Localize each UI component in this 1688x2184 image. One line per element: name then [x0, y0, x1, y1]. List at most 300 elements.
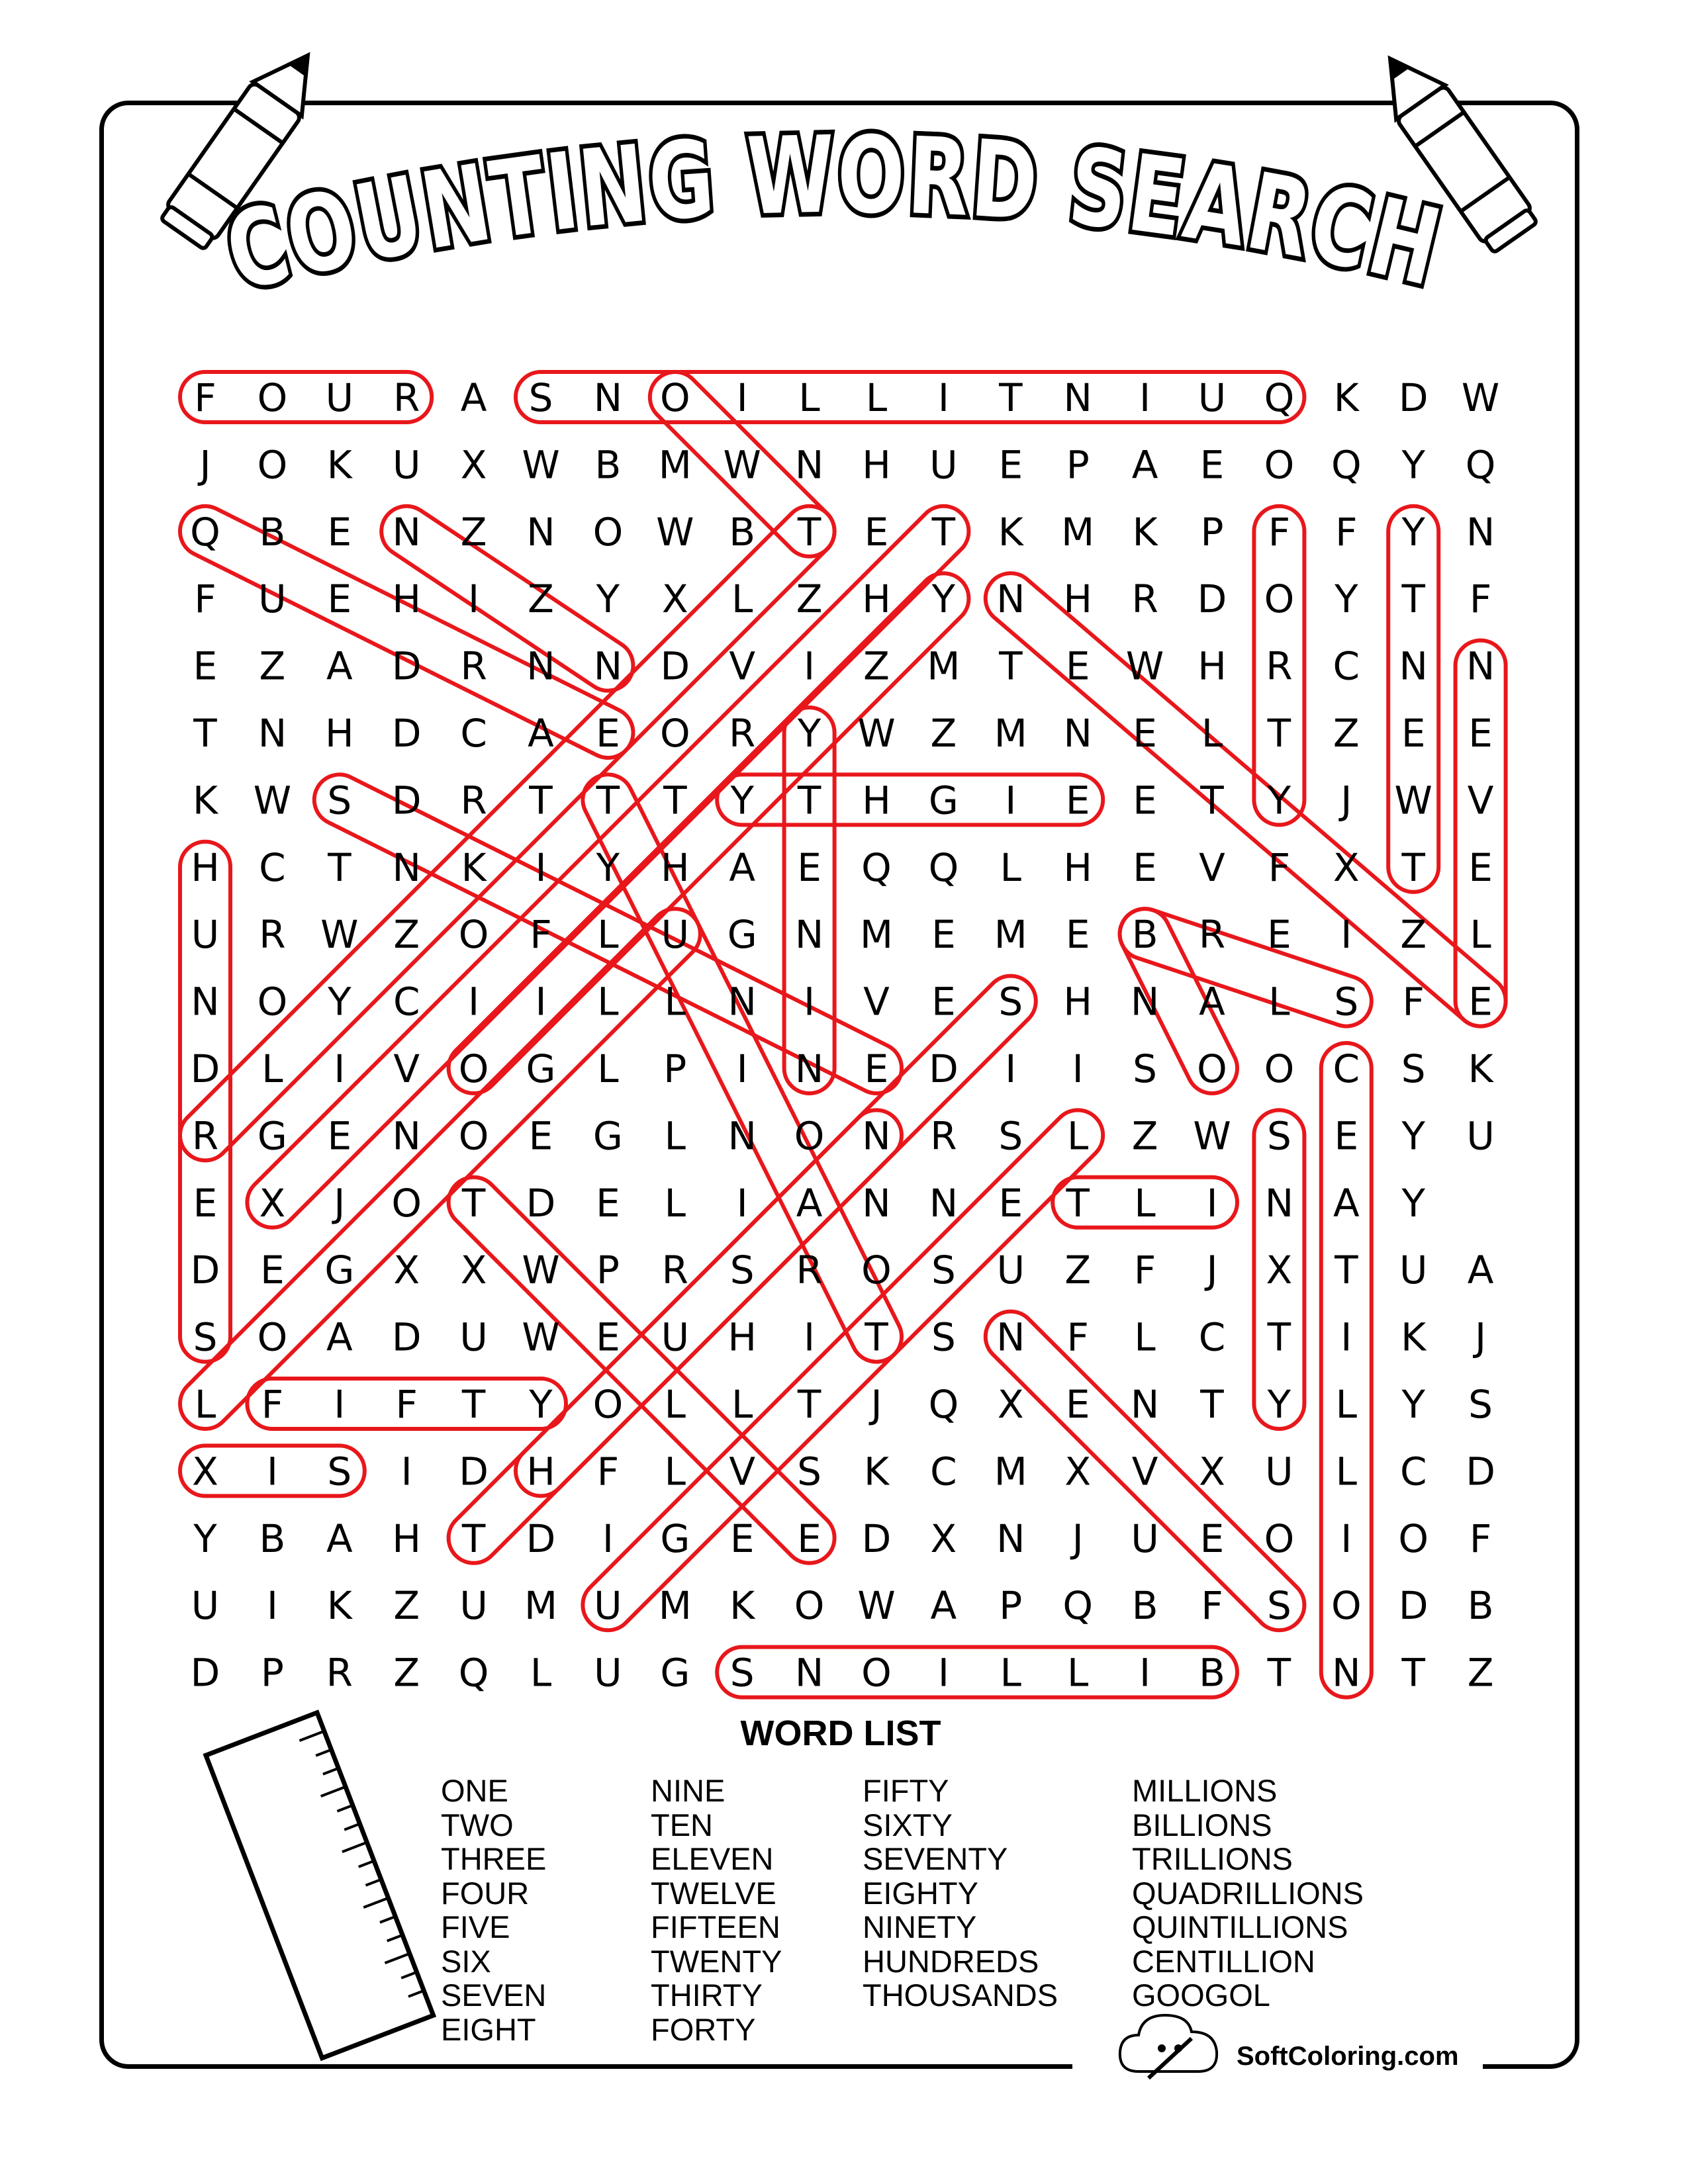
grid-letter[interactable]: C: [393, 979, 420, 1024]
grid-letter[interactable]: L: [597, 1046, 619, 1091]
grid-letter[interactable]: P: [999, 1583, 1023, 1629]
grid-letter[interactable]: X: [192, 1449, 218, 1494]
grid-letter[interactable]: F: [194, 375, 216, 420]
grid-letter[interactable]: E: [1199, 1516, 1225, 1561]
grid-letter[interactable]: E: [797, 844, 821, 890]
grid-letter[interactable]: Y: [328, 979, 352, 1024]
grid-letter[interactable]: K: [998, 509, 1023, 555]
grid-letter[interactable]: J: [199, 442, 211, 488]
grid-letter[interactable]: L: [664, 1180, 686, 1226]
grid-letter[interactable]: D: [391, 1314, 422, 1360]
grid-letter[interactable]: G: [727, 912, 757, 958]
grid-letter[interactable]: E: [193, 1180, 218, 1226]
grid-letter[interactable]: G: [526, 1046, 556, 1091]
grid-letter[interactable]: E: [596, 711, 620, 756]
grid-letter[interactable]: A: [1131, 442, 1158, 488]
grid-letter[interactable]: G: [660, 1516, 690, 1561]
grid-letter[interactable]: U: [996, 1248, 1025, 1293]
grid-letter[interactable]: D: [391, 778, 422, 823]
grid-letter[interactable]: U: [459, 1314, 488, 1360]
grid-letter[interactable]: W: [857, 1583, 896, 1629]
grid-letter[interactable]: T: [1335, 1248, 1358, 1293]
grid-letter[interactable]: X: [259, 1180, 286, 1226]
grid-letter[interactable]: D: [190, 1248, 220, 1293]
grid-letter[interactable]: O: [794, 1113, 825, 1159]
grid-letter[interactable]: U: [191, 912, 220, 958]
grid-letter[interactable]: T: [999, 375, 1023, 420]
grid-letter[interactable]: Z: [1400, 912, 1427, 958]
grid-letter[interactable]: I: [468, 979, 480, 1024]
grid-letter[interactable]: N: [1130, 979, 1160, 1024]
grid-letter[interactable]: O: [458, 1046, 489, 1091]
grid-letter[interactable]: L: [664, 1449, 686, 1494]
grid-letter[interactable]: E: [1065, 778, 1090, 823]
grid-letter[interactable]: S: [327, 1449, 352, 1494]
grid-letter[interactable]: E: [729, 1516, 755, 1561]
grid-letter[interactable]: U: [1265, 1449, 1293, 1494]
grid-letter[interactable]: O: [1264, 1046, 1295, 1091]
grid-letter[interactable]: O: [458, 1113, 489, 1159]
grid-letter[interactable]: L: [798, 375, 820, 420]
grid-letter[interactable]: R: [259, 912, 286, 958]
grid-letter[interactable]: Y: [730, 778, 754, 823]
grid-letter[interactable]: N: [593, 375, 623, 420]
grid-letter[interactable]: T: [193, 711, 217, 756]
grid-letter[interactable]: C: [1399, 1449, 1427, 1494]
grid-letter[interactable]: B: [1131, 912, 1158, 958]
grid-letter[interactable]: R: [393, 375, 420, 420]
grid-letter[interactable]: U: [258, 576, 287, 622]
grid-letter[interactable]: E: [596, 1314, 620, 1360]
grid-letter[interactable]: S: [1334, 979, 1359, 1024]
grid-letter[interactable]: T: [1267, 1650, 1291, 1696]
grid-letter[interactable]: D: [929, 1046, 959, 1091]
grid-letter[interactable]: E: [1468, 979, 1493, 1024]
grid-letter[interactable]: R: [930, 1113, 957, 1159]
grid-letter[interactable]: Z: [460, 509, 487, 555]
grid-letter[interactable]: F: [1335, 509, 1358, 555]
grid-letter[interactable]: X: [661, 576, 688, 622]
grid-letter[interactable]: O: [1264, 1516, 1295, 1561]
grid-letter[interactable]: W: [857, 711, 896, 756]
grid-letter[interactable]: Z: [393, 1650, 420, 1696]
grid-letter[interactable]: I: [736, 1180, 748, 1226]
grid-letter[interactable]: S: [1401, 1046, 1426, 1091]
grid-letter[interactable]: D: [660, 643, 690, 689]
grid-letter[interactable]: N: [526, 643, 555, 689]
grid-letter[interactable]: Q: [1264, 375, 1295, 420]
grid-letter[interactable]: S: [1266, 1583, 1291, 1629]
grid-letter[interactable]: D: [861, 1516, 892, 1561]
grid-letter[interactable]: L: [1470, 912, 1491, 958]
grid-letter[interactable]: L: [597, 979, 619, 1024]
grid-letter[interactable]: A: [528, 711, 554, 756]
grid-letter[interactable]: E: [1199, 442, 1225, 488]
grid-letter[interactable]: I: [1005, 778, 1017, 823]
grid-letter[interactable]: I: [736, 1046, 748, 1091]
grid-letter[interactable]: Z: [528, 576, 554, 622]
grid-letter[interactable]: Z: [796, 576, 823, 622]
grid-letter[interactable]: D: [391, 711, 422, 756]
grid-letter[interactable]: O: [592, 1382, 624, 1427]
grid-letter[interactable]: A: [796, 1180, 823, 1226]
grid-letter[interactable]: L: [664, 1382, 686, 1427]
grid-letter[interactable]: Q: [928, 1382, 959, 1427]
grid-letter[interactable]: R: [1131, 576, 1158, 622]
grid-letter[interactable]: Y: [596, 844, 620, 890]
grid-letter[interactable]: T: [865, 1314, 888, 1360]
grid-letter[interactable]: N: [1332, 1650, 1361, 1696]
grid-letter[interactable]: W: [723, 442, 761, 488]
grid-letter[interactable]: I: [1206, 1180, 1218, 1226]
grid-letter[interactable]: T: [461, 1382, 486, 1427]
grid-letter[interactable]: I: [1139, 375, 1151, 420]
grid-letter[interactable]: B: [259, 509, 286, 555]
grid-letter[interactable]: K: [1468, 1046, 1493, 1091]
grid-letter[interactable]: W: [253, 778, 292, 823]
grid-letter[interactable]: E: [1065, 912, 1090, 958]
grid-letter[interactable]: F: [530, 912, 552, 958]
grid-letter[interactable]: W: [522, 1248, 560, 1293]
grid-letter[interactable]: U: [1399, 1248, 1428, 1293]
grid-letter[interactable]: L: [1000, 1650, 1021, 1696]
grid-letter[interactable]: S: [327, 778, 352, 823]
grid-letter[interactable]: E: [931, 912, 956, 958]
grid-letter[interactable]: J: [1475, 1314, 1487, 1360]
grid-letter[interactable]: F: [395, 1382, 418, 1427]
grid-letter[interactable]: Q: [190, 509, 220, 555]
grid-letter[interactable]: Q: [1331, 442, 1362, 488]
grid-letter[interactable]: W: [320, 912, 359, 958]
grid-letter[interactable]: C: [1333, 643, 1360, 689]
grid-letter[interactable]: I: [937, 1650, 949, 1696]
grid-letter[interactable]: T: [596, 778, 620, 823]
grid-letter[interactable]: O: [257, 442, 288, 488]
grid-letter[interactable]: X: [1266, 1248, 1293, 1293]
grid-letter[interactable]: N: [929, 1180, 959, 1226]
grid-letter[interactable]: V: [729, 1449, 756, 1494]
grid-letter[interactable]: N: [392, 844, 421, 890]
grid-letter[interactable]: I: [937, 375, 949, 420]
grid-letter[interactable]: E: [596, 1180, 620, 1226]
grid-letter[interactable]: B: [594, 442, 622, 488]
grid-letter[interactable]: H: [862, 778, 891, 823]
grid-letter[interactable]: Z: [1467, 1650, 1494, 1696]
grid-letter[interactable]: D: [1398, 1583, 1429, 1629]
grid-letter[interactable]: H: [1063, 576, 1093, 622]
grid-letter[interactable]: K: [461, 844, 487, 890]
grid-letter[interactable]: E: [1267, 912, 1291, 958]
grid-letter[interactable]: A: [326, 1314, 353, 1360]
grid-letter[interactable]: F: [1066, 1314, 1089, 1360]
grid-letter[interactable]: T: [1267, 711, 1291, 756]
grid-letter[interactable]: Q: [1465, 442, 1496, 488]
grid-letter[interactable]: S: [1133, 1046, 1158, 1091]
grid-letter[interactable]: U: [661, 912, 690, 958]
grid-letter[interactable]: V: [1199, 844, 1225, 890]
grid-letter[interactable]: T: [328, 844, 352, 890]
grid-letter[interactable]: N: [258, 711, 287, 756]
grid-letter[interactable]: X: [460, 1248, 487, 1293]
grid-letter[interactable]: S: [797, 1449, 822, 1494]
grid-letter[interactable]: L: [664, 979, 686, 1024]
grid-letter[interactable]: N: [1399, 643, 1428, 689]
grid-letter[interactable]: N: [794, 1650, 824, 1696]
grid-letter[interactable]: E: [1401, 711, 1426, 756]
grid-letter[interactable]: X: [1064, 1449, 1092, 1494]
grid-letter[interactable]: L: [731, 576, 753, 622]
grid-letter[interactable]: Z: [393, 1583, 420, 1629]
grid-letter[interactable]: L: [731, 1382, 753, 1427]
grid-letter[interactable]: M: [524, 1583, 558, 1629]
grid-letter[interactable]: O: [659, 711, 690, 756]
grid-letter[interactable]: N: [1466, 509, 1495, 555]
grid-letter[interactable]: E: [327, 1113, 352, 1159]
grid-letter[interactable]: S: [931, 1314, 956, 1360]
grid-letter[interactable]: E: [327, 509, 352, 555]
grid-letter[interactable]: Y: [797, 711, 821, 756]
grid-letter[interactable]: Z: [393, 912, 420, 958]
grid-letter[interactable]: V: [729, 643, 756, 689]
grid-letter[interactable]: E: [1065, 643, 1090, 689]
grid-letter[interactable]: A: [1199, 979, 1225, 1024]
grid-letter[interactable]: L: [1268, 979, 1290, 1024]
grid-letter[interactable]: L: [530, 1650, 552, 1696]
grid-letter[interactable]: L: [1067, 1650, 1089, 1696]
grid-letter[interactable]: F: [1201, 1583, 1223, 1629]
grid-letter[interactable]: K: [192, 778, 218, 823]
grid-letter[interactable]: V: [393, 1046, 420, 1091]
grid-letter[interactable]: H: [392, 576, 422, 622]
grid-letter[interactable]: Y: [1401, 1180, 1425, 1226]
grid-letter[interactable]: W: [1193, 1113, 1231, 1159]
grid-letter[interactable]: Z: [863, 643, 890, 689]
grid-letter[interactable]: S: [1266, 1113, 1291, 1159]
grid-letter[interactable]: M: [1061, 509, 1095, 555]
grid-letter[interactable]: F: [1133, 1248, 1156, 1293]
grid-letter[interactable]: M: [658, 442, 692, 488]
grid-letter[interactable]: E: [864, 509, 889, 555]
grid-letter[interactable]: J: [1340, 778, 1352, 823]
grid-letter[interactable]: L: [865, 375, 888, 420]
grid-letter[interactable]: Q: [458, 1650, 489, 1696]
grid-letter[interactable]: U: [191, 1583, 220, 1629]
grid-letter[interactable]: F: [1402, 979, 1425, 1024]
grid-letter[interactable]: B: [729, 509, 756, 555]
grid-letter[interactable]: E: [998, 1180, 1023, 1226]
grid-letter[interactable]: A: [930, 1583, 957, 1629]
grid-letter[interactable]: U: [661, 1314, 690, 1360]
grid-letter[interactable]: D: [1466, 1449, 1495, 1494]
grid-letter[interactable]: U: [594, 1583, 622, 1629]
grid-letter[interactable]: I: [334, 1382, 346, 1427]
grid-letter[interactable]: I: [266, 1449, 278, 1494]
grid-letter[interactable]: U: [325, 375, 354, 420]
grid-letter[interactable]: E: [797, 1516, 821, 1561]
grid-letter[interactable]: H: [324, 711, 354, 756]
grid-letter[interactable]: W: [522, 442, 560, 488]
grid-letter[interactable]: D: [190, 1046, 220, 1091]
grid-letter[interactable]: H: [392, 1516, 422, 1561]
grid-letter[interactable]: T: [931, 509, 956, 555]
grid-letter[interactable]: K: [1401, 1314, 1427, 1360]
grid-letter[interactable]: S: [931, 1248, 956, 1293]
grid-letter[interactable]: O: [391, 1180, 422, 1226]
grid-letter[interactable]: N: [191, 979, 220, 1024]
grid-letter[interactable]: G: [660, 1650, 690, 1696]
grid-letter[interactable]: Y: [1335, 576, 1358, 622]
grid-letter[interactable]: L: [1134, 1314, 1156, 1360]
grid-letter[interactable]: E: [1133, 844, 1157, 890]
grid-letter[interactable]: H: [191, 844, 220, 890]
grid-letter[interactable]: R: [191, 1113, 219, 1159]
grid-letter[interactable]: C: [460, 711, 487, 756]
grid-letter[interactable]: S: [1468, 1382, 1493, 1427]
grid-letter[interactable]: H: [862, 576, 891, 622]
grid-letter[interactable]: A: [1467, 1248, 1494, 1293]
grid-letter[interactable]: U: [1466, 1113, 1495, 1159]
grid-letter[interactable]: Y: [931, 576, 956, 622]
grid-letter[interactable]: U: [1197, 375, 1227, 420]
grid-letter[interactable]: A: [326, 643, 353, 689]
grid-letter[interactable]: N: [1063, 711, 1092, 756]
grid-letter[interactable]: W: [1394, 778, 1432, 823]
grid-letter[interactable]: O: [257, 375, 288, 420]
grid-letter[interactable]: Z: [1333, 711, 1360, 756]
grid-letter[interactable]: O: [1197, 1046, 1227, 1091]
grid-letter[interactable]: R: [460, 643, 487, 689]
grid-letter[interactable]: L: [1201, 711, 1223, 756]
grid-letter[interactable]: T: [797, 1382, 821, 1427]
grid-letter[interactable]: N: [593, 643, 623, 689]
grid-letter[interactable]: X: [393, 1248, 420, 1293]
grid-letter[interactable]: K: [326, 1583, 352, 1629]
grid-letter[interactable]: P: [1066, 442, 1090, 488]
grid-letter[interactable]: M: [859, 912, 894, 958]
grid-letter[interactable]: C: [1333, 1046, 1360, 1091]
grid-letter[interactable]: R: [661, 1248, 688, 1293]
grid-letter[interactable]: I: [1340, 1314, 1352, 1360]
grid-letter[interactable]: C: [930, 1449, 957, 1494]
grid-letter[interactable]: G: [592, 1113, 623, 1159]
grid-letter[interactable]: Z: [259, 643, 286, 689]
grid-letter[interactable]: R: [460, 778, 487, 823]
grid-letter[interactable]: L: [261, 1046, 283, 1091]
grid-letter[interactable]: T: [1401, 844, 1425, 890]
grid-letter[interactable]: I: [602, 1516, 614, 1561]
grid-letter[interactable]: D: [459, 1449, 489, 1494]
grid-letter[interactable]: I: [804, 979, 816, 1024]
grid-letter[interactable]: U: [929, 442, 958, 488]
grid-letter[interactable]: N: [794, 1046, 824, 1091]
grid-letter[interactable]: A: [729, 844, 756, 890]
grid-letter[interactable]: W: [1125, 643, 1164, 689]
grid-letter[interactable]: R: [1266, 643, 1293, 689]
grid-letter[interactable]: Y: [1401, 442, 1425, 488]
grid-letter[interactable]: G: [324, 1248, 355, 1293]
grid-letter[interactable]: W: [1461, 375, 1500, 420]
grid-letter[interactable]: M: [994, 912, 1027, 958]
grid-letter[interactable]: Q: [1062, 1583, 1094, 1629]
grid-letter[interactable]: K: [729, 1583, 755, 1629]
grid-letter[interactable]: U: [594, 1650, 622, 1696]
grid-letter[interactable]: N: [1264, 1180, 1294, 1226]
grid-letter[interactable]: L: [194, 1382, 216, 1427]
grid-letter[interactable]: O: [1331, 1583, 1362, 1629]
grid-letter[interactable]: Y: [1401, 1113, 1425, 1159]
grid-letter[interactable]: L: [597, 912, 619, 958]
grid-letter[interactable]: E: [864, 1046, 889, 1091]
grid-letter[interactable]: H: [1063, 844, 1093, 890]
grid-letter[interactable]: X: [460, 442, 487, 488]
grid-letter[interactable]: N: [794, 912, 824, 958]
grid-letter[interactable]: E: [1065, 1382, 1090, 1427]
grid-letter[interactable]: E: [1468, 711, 1493, 756]
grid-letter[interactable]: N: [1466, 643, 1495, 689]
grid-letter[interactable]: I: [535, 844, 547, 890]
grid-letter[interactable]: Y: [1267, 778, 1291, 823]
grid-letter[interactable]: N: [1130, 1382, 1160, 1427]
grid-letter[interactable]: M: [994, 1449, 1027, 1494]
grid-letter[interactable]: P: [596, 1248, 620, 1293]
grid-letter[interactable]: L: [1134, 1180, 1156, 1226]
grid-letter[interactable]: A: [326, 1516, 353, 1561]
grid-letter[interactable]: O: [257, 979, 288, 1024]
grid-letter[interactable]: T: [1401, 576, 1425, 622]
grid-letter[interactable]: H: [526, 1449, 555, 1494]
grid-letter[interactable]: F: [261, 1382, 284, 1427]
grid-letter[interactable]: S: [193, 1314, 218, 1360]
grid-letter[interactable]: N: [862, 1113, 891, 1159]
grid-letter[interactable]: K: [1132, 509, 1158, 555]
grid-letter[interactable]: K: [1333, 375, 1359, 420]
grid-letter[interactable]: T: [461, 1516, 486, 1561]
grid-letter[interactable]: R: [326, 1650, 353, 1696]
grid-letter[interactable]: T: [1200, 1382, 1224, 1427]
grid-letter[interactable]: Q: [861, 844, 892, 890]
grid-letter[interactable]: T: [1401, 1650, 1425, 1696]
grid-letter[interactable]: N: [862, 1180, 891, 1226]
grid-letter[interactable]: C: [259, 844, 286, 890]
grid-letter[interactable]: Z: [930, 711, 957, 756]
grid-letter[interactable]: N: [392, 509, 421, 555]
grid-letter[interactable]: O: [1264, 442, 1295, 488]
grid-letter[interactable]: L: [664, 1113, 686, 1159]
grid-letter[interactable]: T: [461, 1180, 486, 1226]
grid-letter[interactable]: M: [927, 643, 961, 689]
grid-letter[interactable]: D: [190, 1650, 220, 1696]
grid-letter[interactable]: X: [930, 1516, 957, 1561]
grid-letter[interactable]: Z: [1131, 1113, 1158, 1159]
grid-letter[interactable]: I: [1005, 1046, 1017, 1091]
grid-letter[interactable]: M: [658, 1583, 692, 1629]
grid-letter[interactable]: I: [804, 1314, 816, 1360]
grid-letter[interactable]: E: [1334, 1113, 1359, 1159]
grid-letter[interactable]: Y: [1401, 509, 1425, 555]
grid-letter[interactable]: B: [1467, 1583, 1494, 1629]
grid-letter[interactable]: D: [526, 1516, 556, 1561]
grid-letter[interactable]: R: [1198, 912, 1226, 958]
grid-letter[interactable]: N: [1063, 375, 1092, 420]
grid-letter[interactable]: P: [1200, 509, 1224, 555]
grid-letter[interactable]: V: [1467, 778, 1494, 823]
grid-letter[interactable]: X: [1333, 844, 1360, 890]
grid-letter[interactable]: H: [727, 1314, 757, 1360]
grid-letter[interactable]: I: [1139, 1650, 1151, 1696]
grid-letter[interactable]: P: [663, 1046, 687, 1091]
grid-letter[interactable]: E: [931, 979, 956, 1024]
grid-letter[interactable]: O: [861, 1650, 892, 1696]
